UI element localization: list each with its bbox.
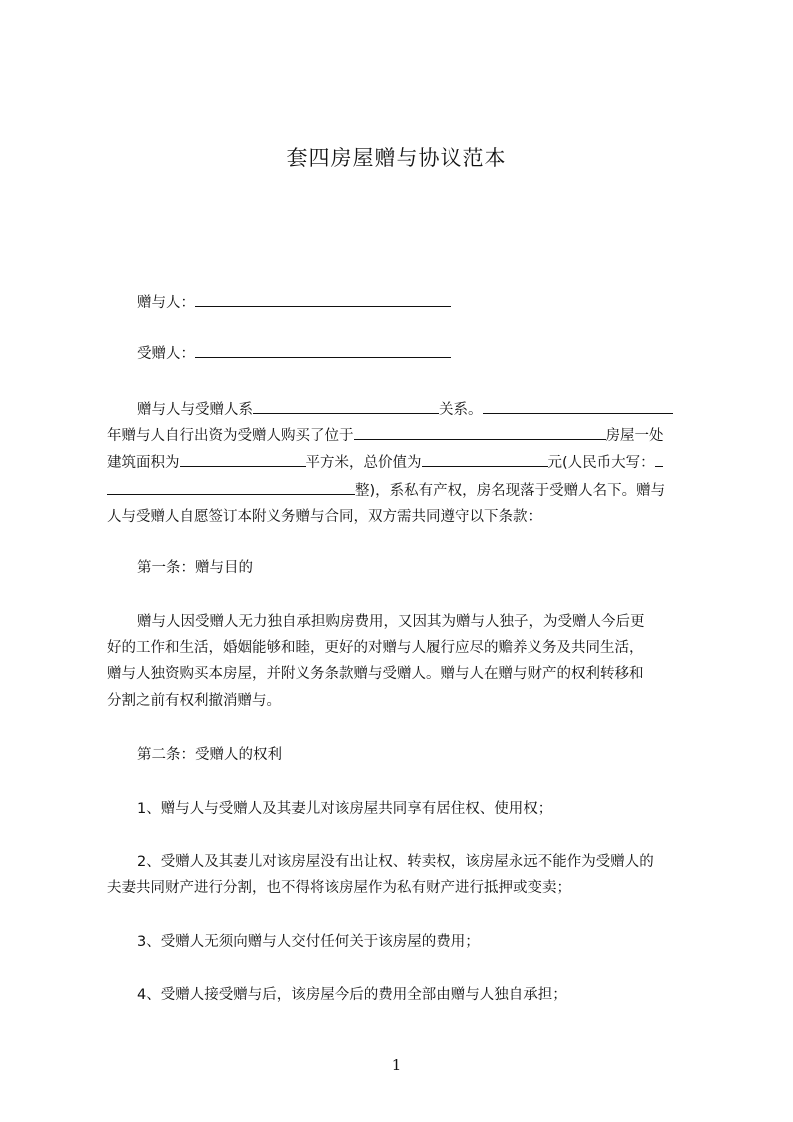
intro-text: 关系。	[439, 402, 483, 418]
intro-text: 年赠与人自行出资为受赠人购买了位于	[107, 428, 354, 444]
article-1-heading: 第一条：赠与目的	[137, 560, 253, 576]
page-number: 1	[391, 1056, 402, 1074]
document-title: 套四房屋赠与协议范本	[286, 146, 507, 170]
article-1-text: 赠与人因受赠人无力独自承担购房费用，又因其为赠与人独子，为受赠人今后更	[137, 614, 645, 630]
intro-text: 赠与人与受赠人系	[137, 402, 253, 418]
address-blank[interactable]	[354, 425, 606, 440]
area-blank[interactable]	[180, 452, 306, 467]
year-blank[interactable]	[483, 399, 673, 414]
article-2-item-2: 2、受赠人及其妻儿对该房屋没有出让权、转卖权，该房屋永远不能作为受赠人的	[137, 854, 654, 870]
donee-blank[interactable]	[195, 343, 451, 358]
relationship-blank[interactable]	[253, 399, 439, 414]
intro-line-5: 人与受赠人自愿签订本附义务赠与合同，双方需共同遵守以下条款：	[107, 509, 542, 525]
intro-line-3	[107, 452, 663, 473]
article-1-text: 分割之前有权利撤消赠与。	[107, 693, 281, 709]
donor-label: 赠与人：	[137, 295, 195, 311]
intro-text: 房屋一处	[605, 428, 664, 444]
value-blank[interactable]	[422, 452, 548, 467]
intro-text: 整)，系私有产权，房名现落于受赠人名下。赠与	[355, 483, 666, 499]
article-2-item-4: 4、受赠人接受赠与后，该房屋今后的费用全部由赠与人独自承担；	[137, 987, 567, 1003]
article-2-item-2-cont: 夫妻共同财产进行分割，也不得将该房屋作为私有财产进行抵押或变卖；	[107, 880, 571, 896]
donee-label: 受赠人：	[137, 346, 195, 362]
article-1-text: 赠与人独资购买本房屋，并附义务条款赠与受赠人。赠与人在赠与财产的权利转移和	[107, 666, 644, 682]
article-2-item-1: 1、赠与人与受赠人及其妻儿对该房屋共同享有居住权、使用权；	[137, 801, 553, 817]
article-1-text: 好的工作和生活，婚姻能够和睦，更好的对赠与人履行应尽的赡养义务及共同生活，	[107, 640, 644, 656]
amount-words-blank[interactable]	[107, 480, 355, 495]
intro-line-4	[107, 480, 665, 501]
donor-line	[137, 292, 451, 313]
intro-line-2	[107, 425, 664, 446]
article-2-item-3: 3、受赠人无须向赠与人交付任何关于该房屋的费用；	[137, 934, 480, 950]
intro-text: 平方米，总价值为	[305, 455, 422, 471]
intro-text: 建筑面积为	[107, 455, 180, 471]
donee-line	[137, 343, 451, 364]
amount-words-blank-start[interactable]	[655, 452, 663, 467]
donor-blank[interactable]	[195, 292, 451, 307]
intro-line-1	[137, 399, 673, 420]
intro-text: 元(人民币大写：	[547, 455, 655, 471]
article-2-heading: 第二条：受赠人的权利	[137, 747, 282, 763]
